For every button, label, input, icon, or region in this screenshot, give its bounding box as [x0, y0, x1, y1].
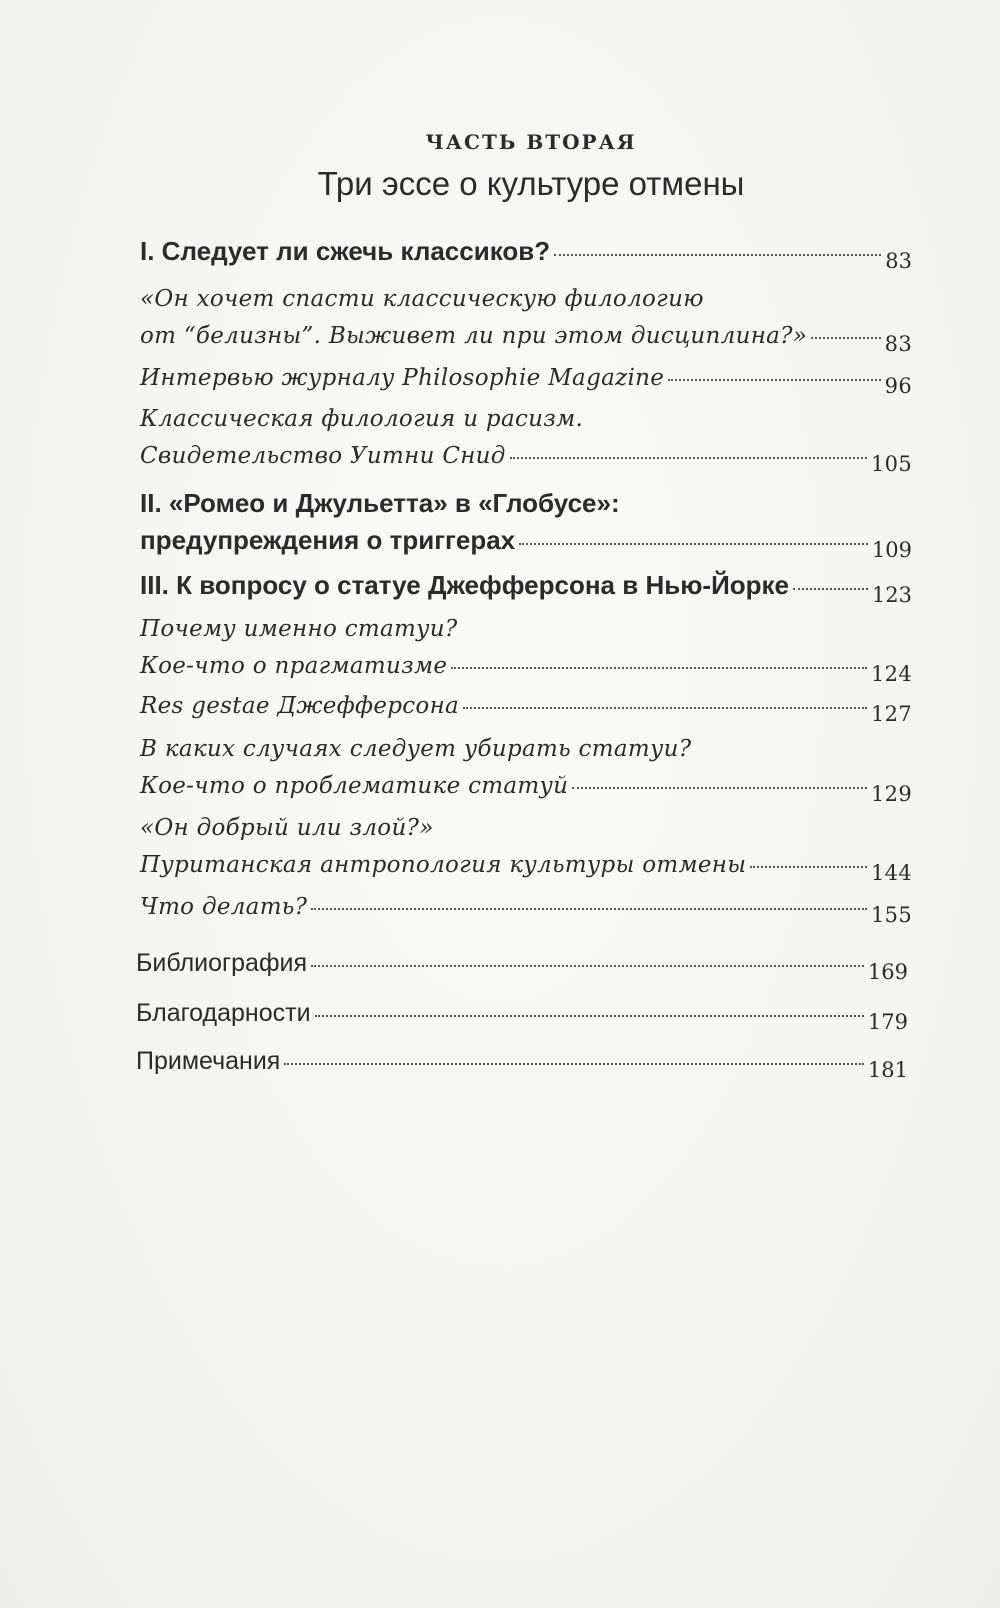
- dot-leader: [572, 787, 867, 789]
- dot-leader: [750, 866, 867, 868]
- toc-page-number: 83: [885, 249, 912, 273]
- toc-page-number: 155: [871, 903, 912, 927]
- toc-entry-line: «Он хочет спасти классическую филологию: [140, 286, 704, 312]
- toc-page-number: 127: [871, 702, 912, 726]
- toc-page-number: 144: [871, 861, 912, 885]
- toc-entry-title: Свидетельство Уитни Снид: [140, 443, 506, 469]
- dot-leader: [311, 908, 867, 910]
- toc-entry-bibliography: [136, 945, 908, 983]
- toc-entry-notes: [136, 1043, 908, 1081]
- toc-entry-section: [140, 889, 912, 926]
- dot-leader: [668, 379, 880, 381]
- toc-page-number: 124: [871, 662, 912, 686]
- toc-entry-chapter-2: [140, 485, 912, 561]
- toc-entry-title: Кое-что о прагматизме: [140, 653, 448, 679]
- toc-entry-section: [140, 731, 912, 805]
- toc-entry-chapter-1: [140, 233, 912, 272]
- dot-leader: [811, 337, 881, 339]
- toc-entry-title: I. Следует ли сжечь классиков?: [140, 236, 551, 266]
- toc-entry-title: Библиография: [136, 949, 308, 977]
- toc-entry-title: Благодарности: [136, 999, 311, 1027]
- toc-entry-title: Кое-что о проблематике статуй: [140, 773, 569, 799]
- toc-entry-line: Классическая филология и расизм.: [140, 406, 584, 432]
- toc-page-number: 181: [867, 1058, 908, 1082]
- dot-leader: [510, 457, 867, 459]
- dot-leader: [311, 965, 864, 967]
- toc-entry-section: [140, 281, 912, 355]
- toc-entry-title: Пуританская антропология культуры отмены: [140, 852, 747, 878]
- toc-page-number: 96: [884, 374, 912, 398]
- toc-entry-title: Res gestae Джефферсона: [140, 693, 460, 719]
- toc-entry-section: [140, 688, 912, 725]
- toc-entry-section: [140, 360, 912, 397]
- dot-leader: [519, 543, 868, 545]
- part-title: Три эссе о культуре отмены: [317, 165, 745, 202]
- toc-page-number: 129: [871, 782, 912, 806]
- toc-page-number: 109: [871, 538, 912, 562]
- toc-page-number: 83: [884, 332, 912, 356]
- toc-entry-title: Интервью журналу Philosophie Magazine: [140, 365, 665, 391]
- dot-leader: [315, 1015, 864, 1017]
- toc-entry-acknowledgements: [136, 995, 908, 1033]
- part-label: ЧАСТЬ ВТОРАЯ: [425, 130, 637, 154]
- toc-entry-section: [140, 810, 912, 884]
- toc-entry-title: Примечания: [136, 1047, 281, 1075]
- toc-page-number: 123: [871, 583, 912, 607]
- toc-entry-line: В каких случаях следует убирать статуи?: [140, 736, 692, 762]
- toc-page-number: 105: [871, 452, 912, 476]
- toc-entry-title: предупреждения о триггерах: [140, 525, 516, 555]
- toc-page-number: 179: [867, 1010, 908, 1034]
- dot-leader: [793, 588, 868, 590]
- dot-leader: [463, 707, 867, 709]
- toc-page-number: 169: [867, 960, 908, 984]
- toc-entry-section: [140, 401, 912, 475]
- dot-leader: [554, 254, 881, 256]
- toc-entry-title: от “белизны”. Выживет ли при этом дисциплина?»: [140, 323, 808, 349]
- toc-entry-line: II. «Ромео и Джульетта» в «Глобусе»:: [140, 488, 620, 518]
- dot-leader: [284, 1063, 864, 1065]
- toc-entry-section: [140, 611, 912, 685]
- toc-entry-line: «Он добрый или злой?»: [140, 815, 434, 841]
- toc-entry-title: Что делать?: [140, 894, 308, 920]
- toc-entry-title: III. К вопросу о статуе Джефферсона в Нью-Йорке: [140, 570, 789, 600]
- dot-leader: [451, 667, 867, 669]
- toc-entry-chapter-3: [140, 567, 912, 606]
- toc-entry-line: Почему именно статуи?: [140, 616, 458, 642]
